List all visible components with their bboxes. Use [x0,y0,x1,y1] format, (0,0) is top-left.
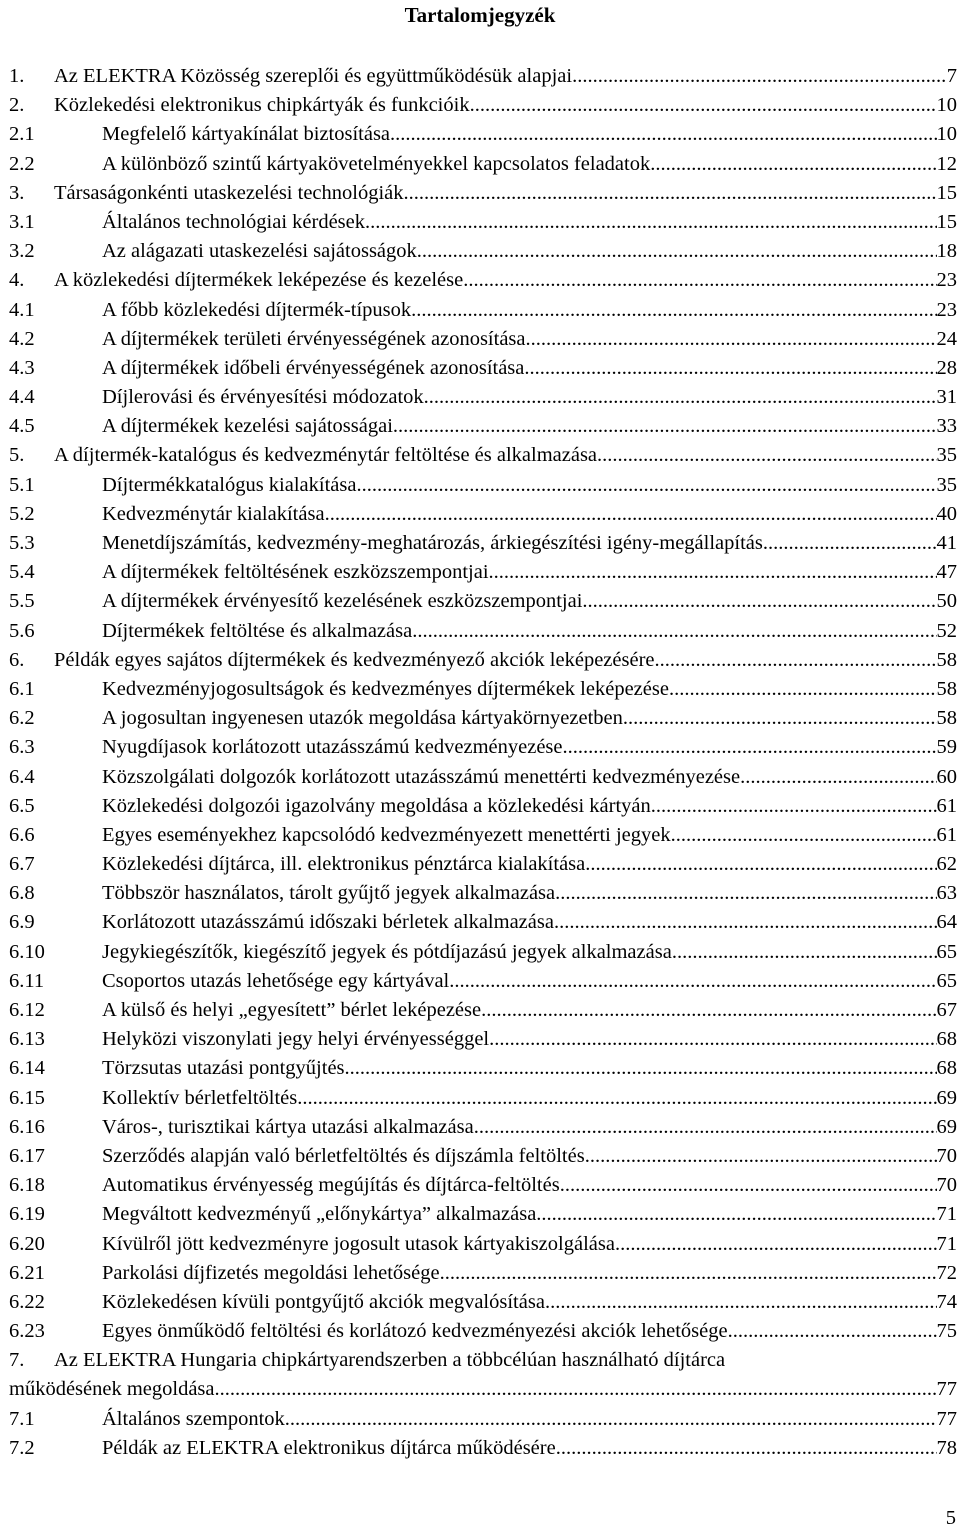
toc-entry-title: Kívülről jött kedvezményre jogosult utasok kártyakiszolgálása [102,1232,615,1255]
toc-entry-title: Díjlerovási és érvényesítési módozatok [102,386,424,409]
toc-entry-page: 7 [946,65,957,87]
toc-entry[interactable] [0,441,960,470]
toc-entry-number: 6.8 [9,882,35,905]
toc-entry-page: 33 [936,415,957,438]
toc-entry[interactable] [0,120,960,149]
toc-entry[interactable] [0,179,960,208]
toc-entry-number: 3.2 [9,240,35,263]
toc-entry-title: Díjtermékkatalógus kialakítása [102,473,357,496]
toc-entry-title: Parkolási díjfizetés megoldási lehetősége [102,1261,440,1284]
toc-entry-page: 47 [936,561,957,584]
toc-entry-number: 6.19 [9,1203,45,1226]
toc-entry-title: Általános technológiai kérdések [102,210,365,233]
dot-leader [615,1230,937,1259]
toc-entry-page: 72 [936,1261,957,1284]
toc-entry-number: 6.1 [9,677,35,700]
toc-entry-number: 5.4 [9,561,35,584]
toc-entry-number: 4.2 [9,327,35,350]
dot-leader [555,879,936,908]
toc-entry-title: A különböző szintű kártyakövetelményekkel kapcsolatos feladatok [102,152,651,175]
toc-entry-title: Megváltott kedvezményű „előnykártya” alkalmazása [102,1203,537,1226]
toc-entry-page: 71 [936,1232,957,1255]
toc-entry-number: 4.5 [9,415,35,438]
toc-entry-number: 2.1 [9,123,35,146]
toc-entry-page: 74 [936,1290,957,1313]
toc-entry[interactable] [0,1317,960,1346]
toc-entry-title: A közlekedési díjtermékek leképezése és kezelése [54,269,464,292]
toc-entry[interactable] [0,733,960,762]
dot-leader [623,704,937,733]
toc-entry-page: 65 [936,969,957,992]
toc-entry[interactable] [0,500,960,529]
toc-entry[interactable] [0,91,960,120]
toc-entry-number: 2. [9,94,25,117]
dot-leader [470,91,937,120]
dot-leader [412,617,936,646]
dot-leader [651,792,937,821]
toc-entry-page: 52 [936,619,957,642]
toc-entry-title: Helyközi viszonylati jegy helyi érvényességgel [102,1028,490,1051]
toc-entry-page: 50 [936,590,957,613]
toc-entry[interactable] [0,938,960,967]
toc-entry[interactable] [0,1025,960,1054]
toc-entry[interactable] [0,763,960,792]
dot-leader [650,150,936,179]
toc-entry[interactable] [0,1434,960,1463]
toc-entry[interactable] [0,850,960,879]
dot-leader [582,587,936,616]
toc-entry-title: Kedvezményjogosultságok és kedvezményes díjtermékek leképezése [102,677,669,700]
toc-entry-title: A díjtermékek időbeli érvényességének azonosítása [102,356,525,379]
toc-entry-title: Példák az ELEKTRA elektronikus díjtárca működésére [102,1436,556,1459]
toc-entry-number: 3.1 [9,210,35,233]
toc-entry-number: 7. [9,1349,25,1372]
toc-entry-title: Közlekedésen kívüli pontgyűjtő akciók megvalósítása [102,1290,545,1313]
toc-entry-number: 5.5 [9,590,35,613]
dot-leader [585,850,936,879]
toc-entry[interactable] [0,821,960,850]
dot-leader [524,354,936,383]
toc-entry-number: 5.6 [9,619,35,642]
toc-entry[interactable] [0,1084,960,1113]
toc-entry-title: Példák egyes sajátos díjtermékek és kedvezményező akciók leképezésére [54,648,655,671]
toc-entry-number: 6.9 [9,911,35,934]
toc-entry-page: 61 [936,794,957,817]
toc-entry-title: A jogosultan ingyenesen utazók megoldása kártyakörnyezetben [102,707,623,730]
toc-entry-number: 5.2 [9,502,35,525]
toc-entry-number: 6.14 [9,1057,45,1080]
toc-entry-page: 31 [936,386,957,409]
page-number: 5 [945,1507,956,1529]
toc-entry[interactable] [0,1288,960,1317]
toc-entry[interactable] [0,529,960,558]
toc-entry-title: Az alágazati utaskezelési sajátosságok [102,240,417,263]
toc-entry-number: 4.3 [9,356,35,379]
toc-entry[interactable] [0,646,960,675]
dot-leader [536,1200,936,1229]
toc-entry-title: A külső és helyi „egyesített” bérlet leképezése [102,999,482,1021]
toc-entry-page: 68 [936,1057,957,1080]
toc-entry-page: 58 [936,648,957,671]
dot-leader [728,1317,937,1346]
toc-entry-page: 67 [936,999,957,1021]
toc-entry-title: Menetdíjszámítás, kedvezmény-meghatározás, árkiegészítési igény-megállapítás [102,532,763,554]
dot-leader [356,471,936,500]
toc-entry-number: 6.16 [9,1115,45,1138]
toc-entry[interactable] [0,558,960,587]
toc-entry-title: Jegykiegészítők, kiegészítő jegyek és pótdíjazású jegyek alkalmazása [102,940,672,963]
dot-leader [672,938,937,967]
dot-leader [481,996,936,1025]
toc-entry-number: 6.15 [9,1086,45,1109]
toc-entry-wrapped[interactable] [0,1346,960,1375]
toc-entry[interactable] [0,471,960,500]
toc-entry-title: Az ELEKTRA Közösség szereplői és együttműködésük alapjai [54,65,573,87]
toc-entry[interactable] [0,1230,960,1259]
dot-leader [669,675,937,704]
toc-entry[interactable] [0,1142,960,1171]
toc-entry[interactable] [0,208,960,237]
toc-entry[interactable] [0,354,960,383]
toc-entry-title: Nyugdíjasok korlátozott utazásszámú kedvezményezése [102,736,563,759]
toc-entry-number: 6.2 [9,707,35,730]
toc-entry-page: 64 [936,911,957,934]
dot-leader [597,441,936,470]
toc-entry-number: 2.2 [9,152,35,175]
dot-leader [463,266,936,295]
toc-entry-page: 15 [936,181,957,204]
table-of-contents [0,62,960,1463]
toc-entry[interactable] [0,617,960,646]
toc-entry[interactable] [0,1171,960,1200]
toc-entry-page: 58 [936,707,957,730]
dot-leader [763,529,937,558]
dot-leader [417,237,937,266]
toc-entry-title: Társaságonkénti utaskezelési technológiák [54,181,404,204]
toc-entry-page: 40 [936,502,957,525]
toc-entry-page: 35 [936,444,957,467]
toc-entry-title: Általános szempontok [102,1407,285,1430]
toc-entry-title: A díjtermékek feltöltésének eszközszempontjai [102,561,489,584]
toc-entry-number: 4.4 [9,386,35,409]
toc-entry-page: 75 [936,1320,957,1343]
toc-entry-page: 63 [936,882,957,905]
toc-entry-number: 7.1 [9,1407,35,1430]
toc-entry-page: 18 [936,240,957,263]
toc-entry[interactable] [0,296,960,325]
toc-entry[interactable] [0,1405,960,1434]
toc-entry-number: 6.11 [9,969,45,992]
dot-leader [585,1142,937,1171]
toc-entry[interactable] [0,996,960,1025]
toc-entry-number: 6.12 [9,999,45,1021]
toc-entry-title: Város-, turisztikai kártya utazási alkalmazása [102,1115,474,1138]
toc-entry-page: 78 [936,1436,957,1459]
toc-entry[interactable] [0,383,960,412]
toc-entry-number: 6.3 [9,736,35,759]
toc-entry-page: 77 [936,1378,957,1401]
toc-entry-title: A díjtermékek területi érvényességének azonosítása [102,327,526,350]
toc-entry-title: A díjtermékek érvényesítő kezelésének eszközszempontjai [102,590,583,613]
toc-entry-title: Megfelelő kártyakínálat biztosítása [102,123,391,146]
toc-entry-page: 35 [936,473,957,496]
toc-entry-page: 41 [936,532,957,554]
toc-entry-page: 28 [936,356,957,379]
toc-entry-number: 6.18 [9,1174,45,1197]
toc-entry-number: 6.10 [9,940,45,963]
dot-leader [474,1113,937,1142]
toc-entry[interactable] [0,675,960,704]
toc-entry[interactable] [0,792,960,821]
toc-entry-page: 68 [936,1028,957,1051]
toc-entry-page: 70 [936,1144,957,1167]
toc-entry-title: A díjtermék-katalógus és kedvezménytár feltöltése és alkalmazása [54,444,598,467]
toc-entry-page: 24 [936,327,957,350]
toc-entry-number: 5.3 [9,532,35,554]
toc-entry-page: 60 [936,765,957,788]
toc-entry-number: 5.1 [9,473,35,496]
dot-leader [545,1288,937,1317]
toc-entry-title: Közlekedési elektronikus chipkártyák és funkcióik [54,94,470,117]
toc-entry-title: Kedvezménytár kialakítása [102,502,325,525]
toc-entry-number: 6. [9,648,25,671]
toc-entry-page: 69 [936,1115,957,1138]
dot-leader [554,908,937,937]
toc-entry-page: 23 [936,298,957,321]
toc-entry[interactable] [0,967,960,996]
dot-leader [345,1054,937,1083]
toc-entry[interactable] [0,237,960,266]
dot-leader [563,733,937,762]
toc-entry-title: Közszolgálati dolgozók korlátozott utazásszámú menettérti kedvezményezése [102,765,741,788]
toc-entry-page: 69 [936,1086,957,1109]
toc-entry-title-continuation: működésének megoldása [9,1378,215,1401]
toc-entry-title: Szerződés alapján való bérletfeltöltés és díjszámla feltöltés [102,1144,585,1167]
toc-entry-page: 77 [936,1407,957,1430]
dot-leader [449,967,936,996]
toc-entry-title: Csoportos utazás lehetősége egy kártyával [102,969,450,992]
toc-entry-number: 6.22 [9,1290,45,1313]
toc-entry[interactable] [0,62,960,91]
toc-entry-page: 23 [936,269,957,292]
toc-entry[interactable] [0,908,960,937]
dot-leader [526,325,937,354]
dot-leader [424,383,937,412]
toc-entry-number: 6.20 [9,1232,45,1255]
dot-leader [404,179,937,208]
toc-entry-number: 6.17 [9,1144,45,1167]
toc-entry-page: 59 [936,736,957,759]
toc-entry-title: A díjtermékek kezelési sajátosságai [102,415,393,438]
toc-entry-page: 15 [936,210,957,233]
toc-entry[interactable] [0,879,960,908]
dot-leader [572,62,947,91]
toc-entry-number: 6.13 [9,1028,45,1051]
dot-leader [556,1434,937,1463]
dot-leader [390,120,936,149]
toc-entry-number: 1. [9,65,25,87]
dot-leader [489,558,937,587]
toc-entry-wrapped-continuation[interactable] [0,1375,960,1404]
toc-entry-title: Egyes önműködő feltöltési és korlátozó kedvezményezési akciók lehetősége [102,1320,728,1343]
toc-entry-title: Törzsutas utazási pontgyűjtés [102,1057,345,1080]
dot-leader [297,1084,936,1113]
dot-leader [325,500,937,529]
toc-entry-title: Díjtermékek feltöltése és alkalmazása [102,619,413,642]
toc-entry[interactable] [0,412,960,441]
page-title: Tartalomjegyzék [404,3,556,27]
toc-entry-number: 5. [9,444,25,467]
toc-entry-number: 6.4 [9,765,35,788]
toc-entry-page: 65 [936,940,957,963]
toc-entry-title: A főbb közlekedési díjtermék-típusok [102,298,412,321]
toc-entry[interactable] [0,325,960,354]
toc-entry-number: 3. [9,181,25,204]
dot-leader [215,1375,937,1404]
toc-entry[interactable] [0,587,960,616]
toc-entry-title: Korlátozott utazásszámú időszaki bérletek alkalmazása [102,911,554,934]
toc-entry-number: 4. [9,269,25,292]
toc-entry[interactable] [0,1054,960,1083]
toc-entry-page: 70 [936,1174,957,1197]
dot-leader [365,208,937,237]
dot-leader [440,1259,937,1288]
toc-entry-page: 71 [936,1203,957,1226]
toc-entry-number: 7.2 [9,1436,35,1459]
toc-entry-page: 12 [936,152,957,175]
dot-leader [489,1025,936,1054]
toc-entry-page: 10 [936,123,957,146]
toc-entry-title: Többször használatos, tárolt gyűjtő jegyek alkalmazása [102,882,556,905]
toc-entry-title: Közlekedési dolgozói igazolvány megoldása a közlekedési kártyán [102,794,651,817]
dot-leader [411,296,936,325]
toc-entry-number: 6.7 [9,853,35,876]
toc-entry-title: Kollektív bérletfeltöltés [102,1086,298,1109]
toc-entry-page: 58 [936,677,957,700]
toc-entry-page: 10 [936,94,957,117]
dot-leader [671,821,937,850]
dot-leader [655,646,937,675]
toc-entry-title: Egyes eseményekhez kapcsolódó kedvezményezett menettérti jegyek [102,823,671,846]
toc-entry-number: 6.6 [9,823,35,846]
toc-entry[interactable] [0,266,960,295]
toc-entry-title: Közlekedési díjtárca, ill. elektronikus pénztárca kialakítása [102,853,586,876]
toc-entry-number: 4.1 [9,298,35,321]
toc-entry[interactable] [0,1113,960,1142]
toc-entry[interactable] [0,1200,960,1229]
toc-entry-title: Az ELEKTRA Hungaria chipkártyarendszerben a többcélúan használható díjtárca [54,1349,726,1372]
dot-leader [740,763,936,792]
toc-entry-number: 6.23 [9,1320,45,1343]
toc-entry[interactable] [0,150,960,179]
toc-entry-number: 6.5 [9,794,35,817]
toc-entry[interactable] [0,1259,960,1288]
dot-leader [560,1171,937,1200]
toc-entry-number: 6.21 [9,1261,45,1284]
dot-leader [393,412,937,441]
dot-leader [285,1405,937,1434]
toc-entry-page: 61 [936,823,957,846]
toc-entry-title: Automatikus érvényesség megújítás és díjtárca-feltöltés [102,1174,560,1197]
toc-entry-page: 62 [936,853,957,876]
toc-entry[interactable] [0,704,960,733]
